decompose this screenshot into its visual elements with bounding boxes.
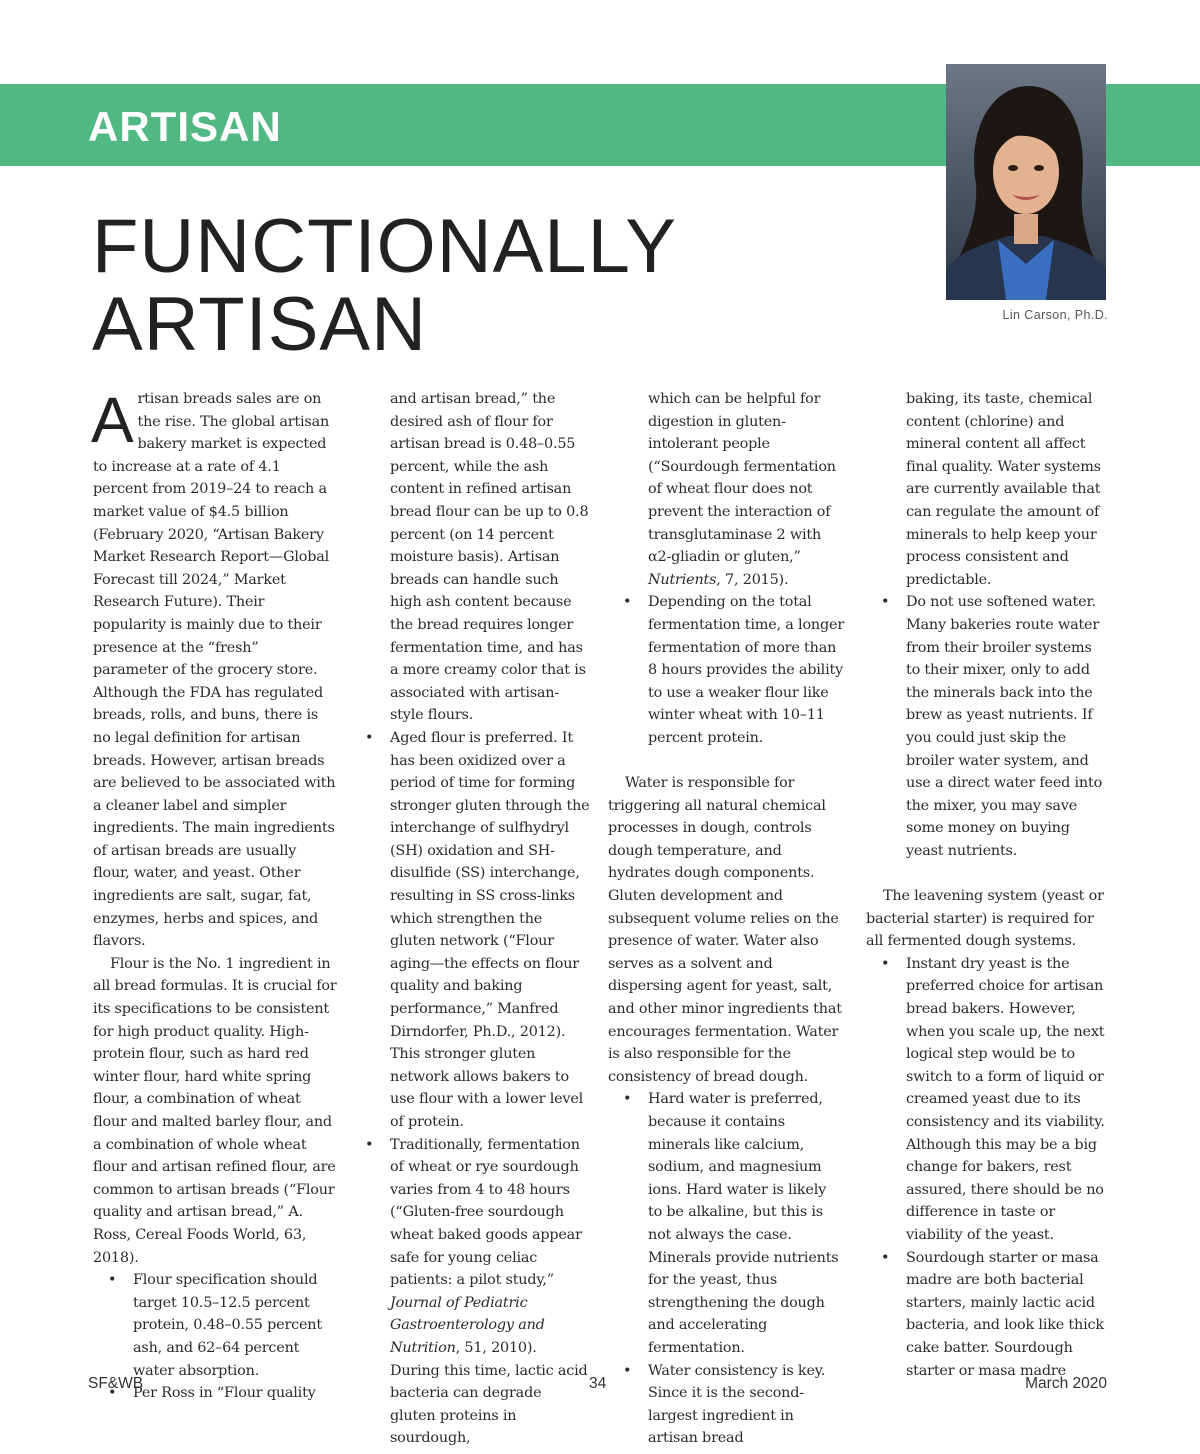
intro-paragraph	[91, 384, 337, 953]
bullet-item: • Per Ross in “Flour quality	[93, 1382, 337, 1405]
bullet-item: • Sourdough starter or masa madre are both bacterial starters, mainly lactic acid bacteria, and look like thick cake batter. Sourdough starter or masa madre	[866, 1247, 1110, 1383]
intro-text: rtisan breads sales are on the rise. The global artisan bakery market is expected to increase at a rate of 4.1 percent from 2019–24 to reach a market value of $4.5 billion (February 2020, “Artisan Bakery Market Research Report—Global Forecast till 2024,” Market Research Future). Their popularity is mainly due to their presence at the “fresh” parameter of the grocery store. Although the FDA has regulated breads, rolls, and buns, there is no legal definition for artisan breads. However, artisan breads are believed to be associated with a cleaner label and simpler ingredients. The main ingredients of artisan breads are usually flour, water, and yeast. Other ingredients are salt, sugar, fat, enzymes, herbs and spices, and flavors.	[93, 391, 336, 950]
bullet-item: • Do not use softened water. Many bakeries route water from their broiler systems to their mixer, only to add the minerals back into the brew as yeast nutrients. If you could just skip the broiler water system, and use a direct water feed into the mixer, you may save some money on buying yeast nutrients.	[866, 591, 1110, 862]
column-2-bullets	[390, 388, 590, 1450]
article-column-1	[91, 384, 337, 1405]
continued-text: baking, its taste, chemical content (chlorine) and mineral content all affect final quality. Water systems are currently available that can regulate the amount of minerals to help keep your process consistent and predictable.	[906, 391, 1101, 588]
bullet-item: • Aged flour is preferred. It has been oxidized over a period of time for forming stronger gluten through the interchange of sulfhydryl (SH) oxidation and SH-disulfide (SS) interchange, resulting in SS cross-links which strengthen the gluten network (“Flour aging—the effects on flour quality and baking performance,” Manfred Dirndorfer, Ph.D., 2012). This stronger gluten network allows bakers to use flour with a lower level of protein.	[390, 727, 590, 1134]
journal-title: Journal of Pediatric Gastroenterology and Nutrition	[390, 1294, 545, 1356]
flour-paragraph: Flour is the No. 1 ingredient in all bread formulas. It is crucial for its specifications to be consistent for high product quality. High-protein flour, such as hard red winter flour, hard white spring flour, a combination of wheat flour and malted barley flour, and a combination of whole wheat flour and artisan refined flour, are common to artisan breads (“Flour quality and artisan bread,” A. Ross, Cereal Foods World, 63, 2018).	[93, 955, 337, 1266]
bullet-item	[390, 1134, 590, 1450]
column-4-bullets-bottom	[866, 953, 1110, 1382]
author-caption: Lin Carson, Ph.D.	[1002, 308, 1108, 322]
column-3-bullets-bottom	[608, 1088, 844, 1450]
section-label: ARTISAN	[88, 103, 282, 150]
bullet-item: • Hard water is preferred, because it contains minerals like calcium, sodium, and magnesium ions. Hard water is likely to be alkaline, but this is not always the case. Minerals provide nutrients for the yeast, thus strengthening the dough and accelerating fermentation.	[608, 1088, 844, 1359]
bullet-item: • Water consistency is key. Since it is the second-largest ingredient in artisan bread	[608, 1360, 844, 1450]
bullet-text: , 51, 2010). During this time, lactic acid bacteria can degrade gluten proteins in sourdough,	[390, 1339, 588, 1447]
article-column-2	[390, 388, 590, 1450]
footer-date: March 2020	[1025, 1375, 1107, 1392]
article-column-3	[608, 388, 844, 1450]
footer-publication: SF&WB	[88, 1375, 144, 1392]
headline-line-1: FUNCTIONALLY	[92, 204, 677, 289]
bullet-text: which can be helpful for digestion in gluten-intolerant people (“Sourdough fermentation of wheat flour does not prevent the interaction of transglutaminase 2 with α2-gliadin or gluten,”	[648, 391, 836, 566]
continued-text	[608, 388, 844, 591]
column-4-bullets-top	[866, 388, 1110, 862]
headline-line-2: ARTISAN	[92, 282, 428, 367]
continued-span: and artisan bread,” the desired ash of flour for artisan bread is 0.48–0.55 percent, while the ash content in refined artisan bread flour can be up to 0.8 percent (on 14 percent moisture basis). Artisan breads can handle such high ash content because the bread requires longer fermentation time, and has a more creamy color that is associated with artisan-style flours.	[390, 391, 589, 724]
column-3-bullets-top	[608, 388, 844, 750]
bullet-item: • Depending on the total fermentation time, a longer fermentation of more than 8 hours provides the ability to use a weaker flour like winter wheat with 10–11 percent protein.	[608, 591, 844, 749]
article-column-4	[866, 388, 1110, 1382]
bullet-text: Traditionally, fermentation of wheat or rye sourdough varies from 4 to 48 hours (“Gluten-free sourdough wheat baked goods appear safe for young celiac patients: a pilot study,”	[390, 1136, 582, 1289]
bullet-item: • Instant dry yeast is the preferred choice for artisan bread bakers. However, when you scale up, the next logical step would be to switch to a form of liquid or creamed yeast due to its consistency and its viability. Although this may be a big change for bakers, rest assured, there should be no difference in taste or viability of the yeast.	[866, 953, 1110, 1247]
journal-title: Nutrients	[648, 571, 717, 588]
author-photo	[946, 64, 1106, 300]
bullet-item: • Flour specification should target 10.5–12.5 percent protein, 0.48–0.55 percent ash, and 62–64 percent water absorption.	[93, 1269, 337, 1382]
leavening-paragraph: The leavening system (yeast or bacterial starter) is required for all fermented dough systems.	[866, 888, 1104, 950]
drop-cap: A	[91, 384, 134, 456]
water-paragraph: Water is responsible for triggering all natural chemical processes in dough, controls dough temperature, and hydrates dough components. Gluten development and subsequent volume relies on the presence of water. Water also serves as a solvent and dispersing agent for yeast, salt, and other minor ingredients that encourages fermentation. Water is also responsible for the consistency of bread dough.	[608, 775, 842, 1085]
bullet-text: , 7, 2015).	[716, 571, 789, 588]
article-headline	[92, 204, 677, 367]
footer-page-number: 34	[589, 1375, 607, 1392]
continued-text	[390, 388, 590, 727]
